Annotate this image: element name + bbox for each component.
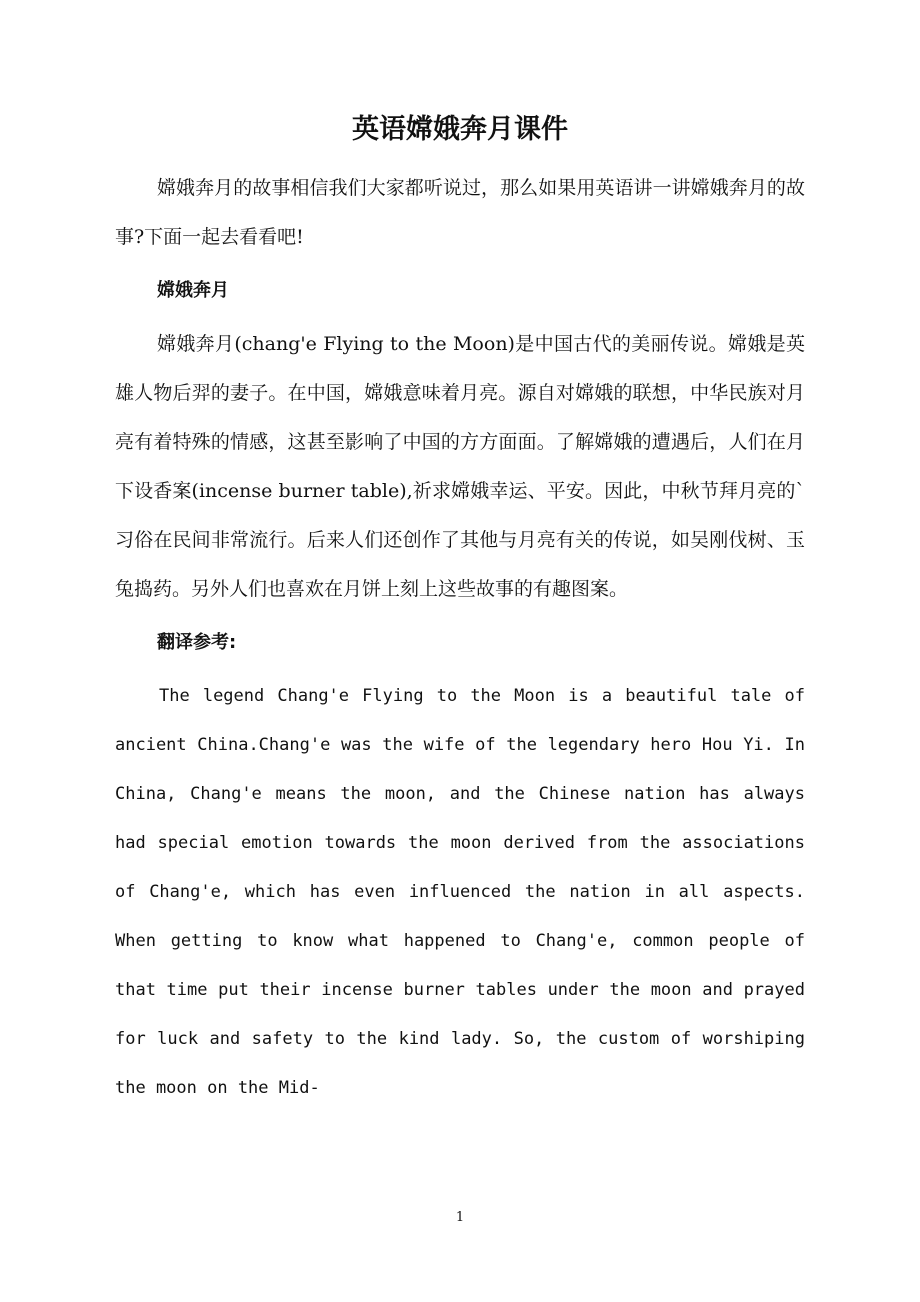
page-number: 1 bbox=[455, 1210, 465, 1225]
section-heading-change-flying: 嫦娥奔月 bbox=[157, 280, 229, 301]
section-heading-translation: 翻译参考: bbox=[157, 632, 237, 653]
english-translation-paragraph: The legend Chang'e Flying to the Moon is a beautiful tale of ancient China.Chang'e was the wife of the legendary hero Hou Yi. In China, Chang'e means the moon, and the Chinese nation has always had special emotion towards the moon derived from the associations of Chang'e, which has even influenced the nation in all aspects. When getting to know what happened to Chang'e, common people of that time put their incense burner tables under the moon and prayed for luck and safety to the kind lady. So, the custom of worshiping the moon on the Mid- bbox=[115, 686, 805, 1098]
document-title: 英语嫦娥奔月课件 bbox=[352, 114, 568, 145]
intro-paragraph: 嫦娥奔月的故事相信我们大家都听说过，那么如果用英语讲一讲嫦娥奔月的故事?下面一起去看看吧! bbox=[115, 177, 805, 248]
chinese-legend-paragraph: 嫦娥奔月(chang'e Flying to the Moon)是中国古代的美丽传说。嫦娥是英雄人物后羿的妻子。在中国，嫦娥意味着月亮。源自对嫦娥的联想，中华民族对月亮有着特殊的情感，这甚至影响了中国的方方面面。了解嫦娥的遭遇后，人们在月下设香案(incense burner table),祈求嫦娥幸运、平安。因此，中秋节拜月亮的`习俗在民间非常流行。后来人们还创作了其他与月亮有关的传说，如吴刚伐树、玉兔捣药。另外人们也喜欢在月饼上刻上这些故事的有趣图案。 bbox=[115, 333, 805, 600]
document-body bbox=[115, 164, 805, 1113]
